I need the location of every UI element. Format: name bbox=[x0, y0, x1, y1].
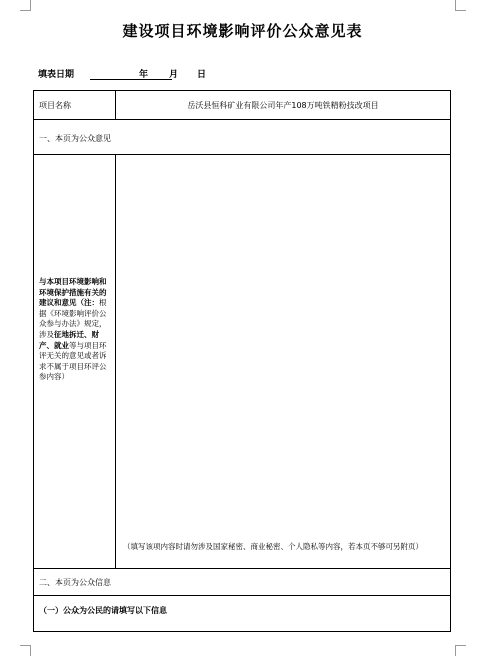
date-underline[interactable] bbox=[90, 79, 172, 80]
page-corner-mark bbox=[20, 645, 31, 656]
opinion-label-note-start: （注： bbox=[76, 298, 99, 308]
page-corner-mark bbox=[455, 645, 466, 656]
page-corner-mark bbox=[455, 0, 466, 11]
opinion-label-note-text: 根据《环境影响评价公众参与办法》规定，涉及 bbox=[39, 298, 107, 339]
opinion-privacy-note: （填写该项内容时请勿涉及国家秘密、商业秘密、个人隐私等内容，若本页不够可另附页） bbox=[123, 542, 423, 551]
opinion-label-title: 与本项目环境影响和环境保护措施有关的建议和意见 bbox=[39, 277, 107, 308]
opinion-field-label bbox=[39, 277, 111, 383]
day-label: 日 bbox=[197, 70, 207, 80]
subsection-citizen-info: （一）公众为公民的请填写以下信息 bbox=[39, 606, 167, 615]
project-name-value: 岳沃县恒科矿业有限公司年产108万吨铁精粉技改项目 bbox=[187, 101, 379, 110]
section-public-opinion: 一、本页为公众意见 bbox=[39, 134, 111, 143]
year-label: 年 bbox=[139, 70, 149, 80]
opinion-form-table bbox=[33, 90, 451, 632]
page-corner-mark bbox=[20, 0, 31, 11]
section-public-info: 二、本页为公众信息 bbox=[39, 578, 111, 587]
form-title: 建设项目环境影响评价公众意见表 bbox=[122, 22, 363, 40]
opinion-label-note-text-end: 等与项目环评无关的意见或者诉求不属于项目环评公参内容） bbox=[39, 340, 107, 382]
project-name-label: 项目名称 bbox=[39, 101, 71, 110]
table-divider bbox=[34, 595, 450, 596]
month-label: 月 bbox=[169, 70, 179, 80]
table-divider bbox=[34, 568, 450, 569]
fill-date-label: 填表日期 bbox=[38, 70, 75, 80]
table-divider bbox=[34, 119, 450, 120]
opinion-input-area[interactable] bbox=[116, 155, 450, 541]
opinion-label-note-emphasis: 征地拆迁、财产、就业 bbox=[39, 329, 99, 350]
